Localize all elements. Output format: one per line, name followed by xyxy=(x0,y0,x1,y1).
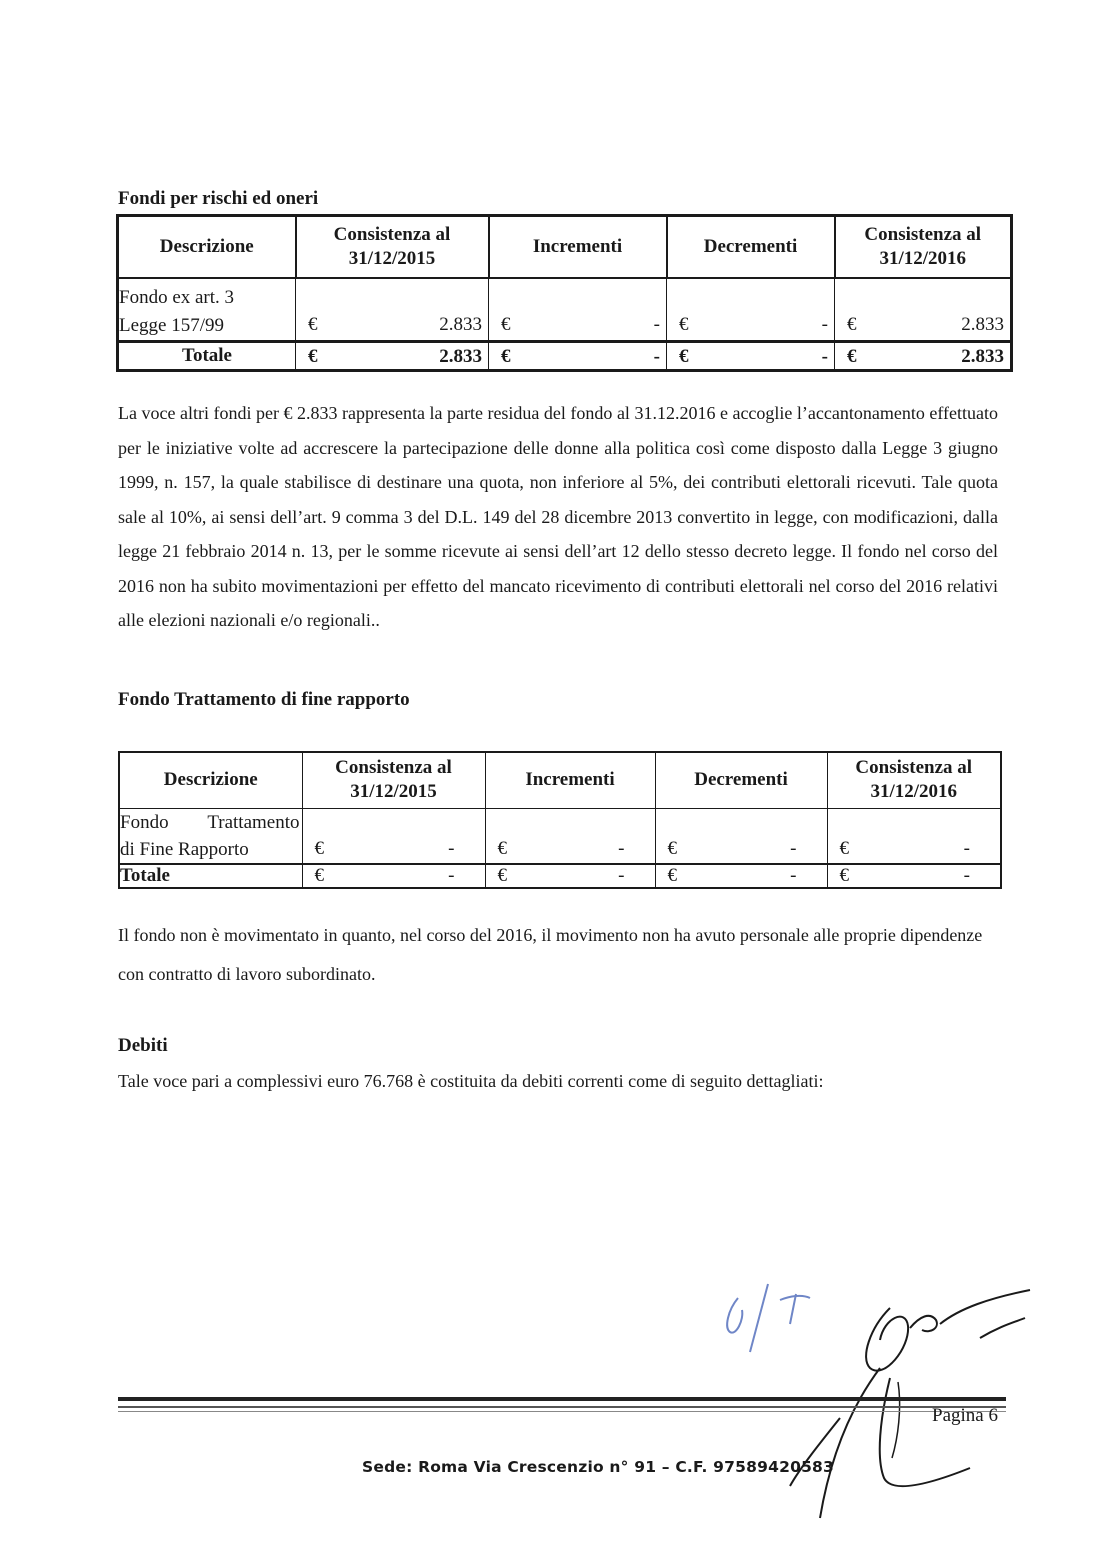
cell-value: - xyxy=(963,865,970,886)
header-line: 31/12/2015 xyxy=(350,781,437,803)
cell-total-decrementi xyxy=(667,342,835,371)
cell-decrementi xyxy=(655,808,827,864)
cell-total-2015 xyxy=(302,864,485,888)
desc-line: Legge 157/99 xyxy=(119,315,225,336)
cell-value: - xyxy=(790,865,797,886)
currency-symbol: € xyxy=(497,865,507,886)
col-header-decrementi: Decrementi xyxy=(667,216,835,278)
desc-line xyxy=(120,809,302,836)
page-number: Pagina 6 xyxy=(932,1405,998,1426)
table-total-row xyxy=(118,342,1012,371)
cell-consistenza-2015 xyxy=(302,808,485,864)
cell-total-2015 xyxy=(296,342,489,371)
col-header-incrementi: Incrementi xyxy=(485,752,655,808)
header-line: 31/12/2016 xyxy=(870,781,958,803)
cell-value: - xyxy=(448,865,455,886)
col-header-incrementi: Incrementi xyxy=(489,216,667,278)
cell-total-2016 xyxy=(827,864,1001,888)
cell-incrementi xyxy=(489,278,667,342)
currency-symbol: € xyxy=(667,865,677,886)
currency-symbol: € xyxy=(314,838,324,859)
col-header-consistenza-2016 xyxy=(835,216,1012,278)
cell-value: 2.833 xyxy=(961,314,1004,335)
section-heading-debiti: Debiti xyxy=(118,1035,168,1056)
cell-value: - xyxy=(821,314,828,335)
cell-value: - xyxy=(618,838,625,859)
currency-symbol: € xyxy=(667,838,677,859)
cell-consistenza-2016 xyxy=(835,278,1012,342)
cell-value: - xyxy=(618,865,625,886)
cell-descrizione xyxy=(119,808,302,864)
cell-consistenza-2016 xyxy=(827,808,1001,864)
currency-symbol: € xyxy=(847,314,857,335)
footer-divider xyxy=(118,1406,1006,1408)
cell-value: - xyxy=(653,346,660,367)
cell-value: - xyxy=(963,838,970,859)
table-header-row xyxy=(118,216,1012,278)
desc-line: di Fine Rapporto xyxy=(120,839,249,860)
cell-value: - xyxy=(448,838,455,859)
paragraph-fondi-rischi: La voce altri fondi per € 2.833 rappresenta la parte residua del fondo al 31.12.2016 e accoglie l’accantonamento effettuato per le iniziative volte ad accrescere la partecipazione delle donne alla politica così come disposto dalla Legge 3 giugno 1999, n. 157, la quale stabilisce di destinare una quota, non inferiore al 5%, dei contributi elettorali ricevuti. Tale quota sale al 10%, ai sensi dell’art. 9 comma 3 del D.L. 149 del 28 dicembre 2013 convertito in legge, con modificazioni, dalla legge 21 febbraio 2014 n. 13, per le somme ricevute ai sensi dell’art 12 dello stesso decreto legge. Il fondo nel corso del 2016 non ha subito movimentazioni per effetto del mancato ricevimento di contributi elettorali nel corso del 2016 relativi alle elezioni nazionali e/o regionali.. xyxy=(118,403,998,630)
header-line: Consistenza al xyxy=(333,223,451,245)
paragraph-debiti: Tale voce pari a complessivi euro 76.768 è costituita da debiti correnti come di seguito dettagliati: xyxy=(118,1071,824,1091)
header-line: 31/12/2016 xyxy=(879,247,967,269)
col-header-descrizione: Descrizione xyxy=(118,216,296,278)
section-heading-fondi-rischi: Fondi per rischi ed oneri xyxy=(118,188,319,209)
table-row xyxy=(119,808,1001,864)
col-header-consistenza-2015 xyxy=(302,752,485,808)
cell-value: - xyxy=(821,346,828,367)
currency-symbol: € xyxy=(679,314,689,335)
section-heading-tfr: Fondo Trattamento di fine rapporto xyxy=(118,689,410,710)
cell-value: - xyxy=(790,838,797,859)
cell-value: 2.833 xyxy=(439,314,482,335)
footer-address: Sede: Roma Via Crescenzio n° 91 – C.F. 97589420583 xyxy=(362,1458,835,1476)
currency-symbol: € xyxy=(501,346,511,367)
cell-descrizione xyxy=(118,278,296,342)
header-line: 31/12/2015 xyxy=(348,247,436,269)
table-tfr xyxy=(118,751,1002,889)
desc-line: Fondo ex art. 3 xyxy=(119,287,235,308)
table-row xyxy=(118,278,1012,342)
cell-total-label: Totale xyxy=(119,864,302,888)
currency-symbol: € xyxy=(847,346,857,367)
cell-total-2016 xyxy=(835,342,1012,371)
cell-total-incrementi xyxy=(489,342,667,371)
cell-incrementi xyxy=(485,808,655,864)
col-header-consistenza-2016 xyxy=(827,752,1001,808)
cell-value: 2.833 xyxy=(961,346,1004,367)
header-line: Consistenza al xyxy=(855,757,973,779)
table-fondi-rischi xyxy=(116,214,1013,372)
cell-value: - xyxy=(653,314,660,335)
footer-divider xyxy=(118,1397,1006,1401)
desc-word: Fondo xyxy=(120,812,169,833)
paragraph-tfr: Il fondo non è movimentato in quanto, nel corso del 2016, il movimento non ha avuto personale alle proprie dipendenze con contratto di lavoro subordinato. xyxy=(118,925,983,984)
cell-decrementi xyxy=(667,278,835,342)
table-header-row xyxy=(119,752,1001,808)
currency-symbol: € xyxy=(314,865,324,886)
cell-value: 2.833 xyxy=(439,346,482,367)
col-header-decrementi: Decrementi xyxy=(655,752,827,808)
col-header-consistenza-2015 xyxy=(296,216,489,278)
desc-word: Trattamento xyxy=(207,812,300,833)
currency-symbol: € xyxy=(308,314,318,335)
cell-total-decrementi xyxy=(655,864,827,888)
cell-consistenza-2015 xyxy=(296,278,489,342)
currency-symbol: € xyxy=(497,838,507,859)
currency-symbol: € xyxy=(839,865,849,886)
header-line: Consistenza al xyxy=(864,223,982,245)
footer-divider xyxy=(118,1411,1006,1412)
cell-total-incrementi xyxy=(485,864,655,888)
currency-symbol: € xyxy=(501,314,511,335)
header-line: Consistenza al xyxy=(335,757,452,779)
cell-total-label: Totale xyxy=(118,342,296,371)
table-total-row xyxy=(119,864,1001,888)
currency-symbol: € xyxy=(679,346,689,367)
currency-symbol: € xyxy=(839,838,849,859)
col-header-descrizione: Descrizione xyxy=(119,752,302,808)
currency-symbol: € xyxy=(308,346,318,367)
